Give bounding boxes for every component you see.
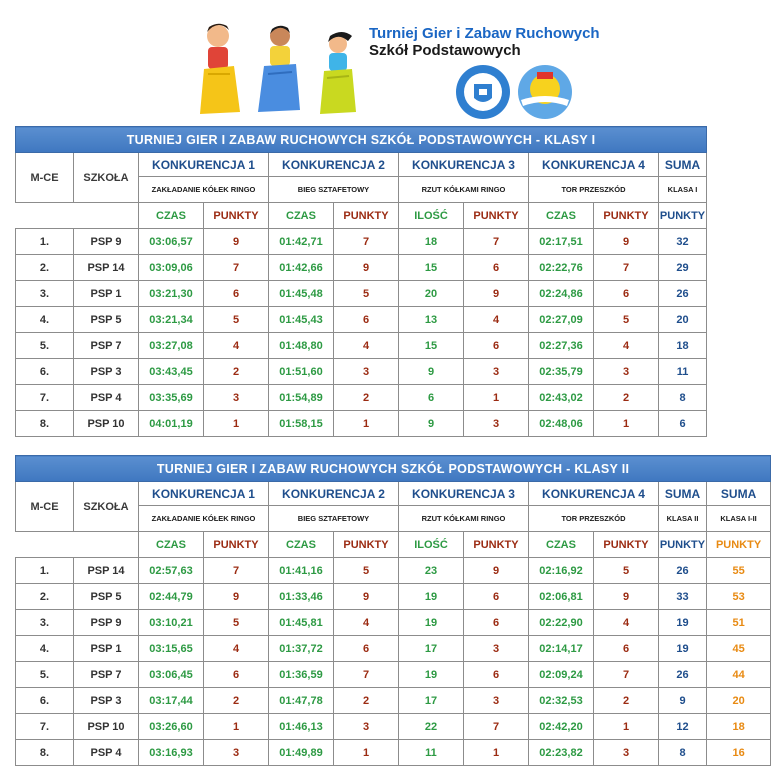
cell-sum-points: 9 [659, 688, 707, 714]
column-header-total-punkty: PUNKTY [707, 532, 771, 558]
column-header-czas: CZAS [139, 532, 204, 558]
column-header-punkty: PUNKTY [464, 203, 529, 229]
page-header [0, 0, 783, 122]
cell-place: 3. [16, 610, 74, 636]
cell-konk2-points: 7 [334, 229, 399, 255]
competition-4-header: KONKURENCJA 4 [529, 153, 659, 177]
cell-konk4-time: 02:09,24 [529, 662, 594, 688]
cell-school: PSP 10 [74, 714, 139, 740]
cell-konk1-points: 3 [204, 385, 269, 411]
cell-konk3-count: 9 [399, 411, 464, 437]
cell-konk3-count: 19 [399, 584, 464, 610]
city-crest-logo [456, 65, 510, 119]
sponsor-logos [455, 62, 575, 122]
table-row [16, 558, 771, 584]
sum-subtitle: KLASA II [659, 506, 707, 532]
column-header-punkty: PUNKTY [594, 532, 659, 558]
competition-3-header: KONKURENCJA 3 [399, 153, 529, 177]
cell-konk3-count: 20 [399, 281, 464, 307]
cell-konk2-time: 01:42,66 [269, 255, 334, 281]
cell-konk4-time: 02:32,53 [529, 688, 594, 714]
cell-total-points: 44 [707, 662, 771, 688]
competition-1-header: KONKURENCJA 1 [139, 482, 269, 506]
cell-konk2-points: 4 [334, 333, 399, 359]
competition-4-subtitle: TOR PRZESZKÓD [529, 177, 659, 203]
cell-sum-points: 8 [659, 740, 707, 766]
cell-place: 1. [16, 229, 74, 255]
cell-konk3-count: 23 [399, 558, 464, 584]
cell-school: PSP 7 [74, 662, 139, 688]
cell-konk1-points: 4 [204, 636, 269, 662]
cell-konk3-points: 6 [464, 584, 529, 610]
cell-konk4-time: 02:42,20 [529, 714, 594, 740]
cell-konk3-count: 9 [399, 359, 464, 385]
competition-2-subtitle: BIEG SZTAFETOWY [269, 177, 399, 203]
cell-konk4-points: 7 [594, 255, 659, 281]
cell-konk1-time: 02:44,79 [139, 584, 204, 610]
cell-konk3-points: 7 [464, 714, 529, 740]
cell-konk2-time: 01:47,78 [269, 688, 334, 714]
competition-1-subtitle: ZAKŁADANIE KÓŁEK RINGO [139, 506, 269, 532]
cell-konk1-points: 6 [204, 662, 269, 688]
cell-konk4-time: 02:24,86 [529, 281, 594, 307]
cell-school: PSP 7 [74, 333, 139, 359]
competition-4-subtitle: TOR PRZESZKÓD [529, 506, 659, 532]
cell-konk2-time: 01:42,71 [269, 229, 334, 255]
cell-konk2-points: 2 [334, 385, 399, 411]
cell-konk3-points: 3 [464, 411, 529, 437]
cell-sum-points: 26 [659, 662, 707, 688]
table-row [16, 281, 707, 307]
sum-total-header: SUMA [707, 482, 771, 506]
cell-konk1-points: 7 [204, 558, 269, 584]
cell-konk1-time: 03:10,21 [139, 610, 204, 636]
cell-total-points: 18 [707, 714, 771, 740]
column-header-czas: CZAS [269, 532, 334, 558]
cell-konk3-points: 6 [464, 610, 529, 636]
table-row [16, 688, 771, 714]
cell-school: PSP 1 [74, 281, 139, 307]
cell-konk4-points: 1 [594, 714, 659, 740]
cell-total-points: 53 [707, 584, 771, 610]
cell-school: PSP 4 [74, 740, 139, 766]
cell-school: PSP 10 [74, 411, 139, 437]
cell-konk4-time: 02:27,36 [529, 333, 594, 359]
cell-konk3-points: 9 [464, 281, 529, 307]
cell-place: 7. [16, 385, 74, 411]
cell-konk4-points: 9 [594, 229, 659, 255]
cell-konk2-time: 01:37,72 [269, 636, 334, 662]
cell-konk3-count: 15 [399, 333, 464, 359]
cell-konk2-points: 5 [334, 558, 399, 584]
cell-konk2-time: 01:46,13 [269, 714, 334, 740]
cell-konk2-points: 1 [334, 740, 399, 766]
cell-konk2-points: 4 [334, 610, 399, 636]
competition-3-subtitle: RZUT KÓŁKAMI RINGO [399, 506, 529, 532]
column-header-punkty: PUNKTY [204, 532, 269, 558]
cell-sum-points: 11 [659, 359, 707, 385]
cell-konk4-points: 6 [594, 281, 659, 307]
column-header-punkty: PUNKTY [464, 532, 529, 558]
cell-konk4-time: 02:23,82 [529, 740, 594, 766]
cell-konk3-points: 4 [464, 307, 529, 333]
cell-konk2-points: 2 [334, 688, 399, 714]
cell-konk4-time: 02:17,51 [529, 229, 594, 255]
cell-konk3-points: 3 [464, 688, 529, 714]
results-table-klasy-ii [15, 455, 771, 766]
cell-konk2-time: 01:54,89 [269, 385, 334, 411]
cell-konk3-points: 3 [464, 359, 529, 385]
cell-konk3-points: 1 [464, 740, 529, 766]
cell-konk2-points: 1 [334, 411, 399, 437]
cell-konk2-points: 9 [334, 584, 399, 610]
cell-place: 1. [16, 558, 74, 584]
cell-konk1-points: 4 [204, 333, 269, 359]
table-row [16, 610, 771, 636]
cell-konk4-points: 6 [594, 636, 659, 662]
cell-place: 8. [16, 411, 74, 437]
cell-total-points: 45 [707, 636, 771, 662]
competition-1-subtitle: ZAKŁADANIE KÓŁEK RINGO [139, 177, 269, 203]
competition-3-header: KONKURENCJA 3 [399, 482, 529, 506]
cell-school: PSP 4 [74, 385, 139, 411]
cell-konk3-count: 18 [399, 229, 464, 255]
cell-konk4-points: 4 [594, 610, 659, 636]
column-header-szkola: SZKOŁA [74, 482, 139, 532]
cell-school: PSP 5 [74, 584, 139, 610]
cell-konk4-points: 4 [594, 333, 659, 359]
cell-sum-points: 18 [659, 333, 707, 359]
cell-total-points: 51 [707, 610, 771, 636]
table-row [16, 359, 707, 385]
cell-konk1-points: 9 [204, 584, 269, 610]
competition-3-subtitle: RZUT KÓŁKAMI RINGO [399, 177, 529, 203]
column-header-punkty: PUNKTY [594, 203, 659, 229]
sum-total-subtitle: KLASA I-II [707, 506, 771, 532]
cell-konk1-points: 1 [204, 411, 269, 437]
sum-subtitle: KLASA I [659, 177, 707, 203]
cell-konk4-time: 02:16,92 [529, 558, 594, 584]
cell-sum-points: 8 [659, 385, 707, 411]
column-header-mce: M-CE [16, 482, 74, 532]
cell-konk4-time: 02:22,76 [529, 255, 594, 281]
table-body [16, 558, 771, 766]
cell-konk4-points: 7 [594, 662, 659, 688]
table-row [16, 255, 707, 281]
column-header-ilosc: ILOŚĆ [399, 203, 464, 229]
cell-sum-points: 29 [659, 255, 707, 281]
cell-konk2-time: 01:45,48 [269, 281, 334, 307]
table-row [16, 385, 707, 411]
cell-konk4-time: 02:48,06 [529, 411, 594, 437]
cell-konk4-points: 3 [594, 740, 659, 766]
cell-konk4-points: 5 [594, 307, 659, 333]
cell-place: 6. [16, 359, 74, 385]
cell-konk2-time: 01:36,59 [269, 662, 334, 688]
cell-konk4-time: 02:14,17 [529, 636, 594, 662]
cell-konk4-points: 3 [594, 359, 659, 385]
sum-header: SUMA [659, 153, 707, 177]
cell-place: 8. [16, 740, 74, 766]
cell-konk1-time: 03:21,30 [139, 281, 204, 307]
cell-sum-points: 32 [659, 229, 707, 255]
cell-school: PSP 3 [74, 359, 139, 385]
cell-konk1-time: 03:06,45 [139, 662, 204, 688]
column-header-szkola: SZKOŁA [74, 153, 139, 203]
cell-konk1-time: 03:43,45 [139, 359, 204, 385]
cell-school: PSP 9 [74, 229, 139, 255]
cell-school: PSP 9 [74, 610, 139, 636]
cell-konk3-count: 19 [399, 610, 464, 636]
column-header-sum-punkty: PUNKTY [659, 532, 707, 558]
cell-konk1-time: 03:06,57 [139, 229, 204, 255]
cell-school: PSP 14 [74, 255, 139, 281]
cell-sum-points: 20 [659, 307, 707, 333]
cell-sum-points: 26 [659, 558, 707, 584]
competition-2-subtitle: BIEG SZTAFETOWY [269, 506, 399, 532]
cell-konk1-time: 03:09,06 [139, 255, 204, 281]
cell-konk3-count: 11 [399, 740, 464, 766]
cell-sum-points: 33 [659, 584, 707, 610]
cell-school: PSP 3 [74, 688, 139, 714]
event-title-line2: Szkół Podstawowych [369, 42, 521, 59]
cell-konk1-points: 1 [204, 714, 269, 740]
cell-konk2-time: 01:49,89 [269, 740, 334, 766]
event-title-line1: Turniej Gier i Zabaw Ruchowych [369, 25, 600, 42]
cell-konk2-time: 01:45,81 [269, 610, 334, 636]
table-banner: TURNIEJ GIER I ZABAW RUCHOWYCH SZKÓŁ PODSTAWOWYCH - KLASY I [16, 127, 707, 153]
cell-konk1-points: 6 [204, 281, 269, 307]
cell-konk2-points: 6 [334, 636, 399, 662]
cell-konk4-time: 02:35,79 [529, 359, 594, 385]
column-header-punkty: PUNKTY [204, 203, 269, 229]
table-row [16, 636, 771, 662]
cell-konk3-count: 13 [399, 307, 464, 333]
table-row [16, 333, 707, 359]
cell-place: 7. [16, 714, 74, 740]
cell-place: 5. [16, 333, 74, 359]
cell-konk1-points: 5 [204, 307, 269, 333]
cell-konk4-points: 9 [594, 584, 659, 610]
cell-school: PSP 14 [74, 558, 139, 584]
table-row [16, 740, 771, 766]
cell-konk1-time: 03:26,60 [139, 714, 204, 740]
cell-konk2-time: 01:58,15 [269, 411, 334, 437]
cell-konk1-points: 2 [204, 359, 269, 385]
cell-konk3-points: 7 [464, 229, 529, 255]
cell-konk4-time: 02:06,81 [529, 584, 594, 610]
cell-konk1-time: 03:27,08 [139, 333, 204, 359]
cell-school: PSP 1 [74, 636, 139, 662]
cell-konk3-count: 6 [399, 385, 464, 411]
table-row [16, 662, 771, 688]
cell-konk1-time: 03:15,65 [139, 636, 204, 662]
cell-konk2-points: 7 [334, 662, 399, 688]
table-row [16, 411, 707, 437]
cell-konk3-points: 6 [464, 255, 529, 281]
column-header-sum-punkty: PUNKTY [659, 203, 707, 229]
cell-sum-points: 19 [659, 636, 707, 662]
cell-total-points: 55 [707, 558, 771, 584]
cell-konk3-points: 3 [464, 636, 529, 662]
column-header-czas: CZAS [269, 203, 334, 229]
cell-konk2-time: 01:45,43 [269, 307, 334, 333]
cell-konk3-points: 6 [464, 333, 529, 359]
cell-konk2-points: 3 [334, 714, 399, 740]
column-header-czas: CZAS [139, 203, 204, 229]
cell-konk4-points: 2 [594, 688, 659, 714]
cell-konk2-points: 5 [334, 281, 399, 307]
cell-place: 6. [16, 688, 74, 714]
table-body [16, 229, 707, 437]
blank-cell [16, 532, 74, 558]
cell-konk3-count: 15 [399, 255, 464, 281]
blank-cell [16, 203, 74, 229]
cell-konk1-time: 03:17,44 [139, 688, 204, 714]
cell-konk2-points: 6 [334, 307, 399, 333]
cell-place: 2. [16, 255, 74, 281]
cell-konk4-time: 02:27,09 [529, 307, 594, 333]
results-table-klasy-i [15, 126, 707, 437]
column-header-ilosc: ILOŚĆ [399, 532, 464, 558]
cell-konk4-points: 5 [594, 558, 659, 584]
cell-konk1-time: 03:21,34 [139, 307, 204, 333]
competition-2-header: KONKURENCJA 2 [269, 482, 399, 506]
cell-konk1-points: 7 [204, 255, 269, 281]
competition-1-header: KONKURENCJA 1 [139, 153, 269, 177]
cell-konk3-points: 9 [464, 558, 529, 584]
column-header-czas: CZAS [529, 203, 594, 229]
cell-konk2-points: 9 [334, 255, 399, 281]
column-header-mce: M-CE [16, 153, 74, 203]
cell-total-points: 20 [707, 688, 771, 714]
table-banner: TURNIEJ GIER I ZABAW RUCHOWYCH SZKÓŁ PODSTAWOWYCH - KLASY II [16, 456, 771, 482]
cell-konk1-points: 3 [204, 740, 269, 766]
cell-konk4-points: 1 [594, 411, 659, 437]
sum-header: SUMA [659, 482, 707, 506]
table-row [16, 229, 707, 255]
blank-cell [74, 203, 139, 229]
competition-2-header: KONKURENCJA 2 [269, 153, 399, 177]
cell-konk1-points: 5 [204, 610, 269, 636]
cell-konk1-points: 9 [204, 229, 269, 255]
cell-konk1-points: 2 [204, 688, 269, 714]
cell-place: 5. [16, 662, 74, 688]
cell-sum-points: 12 [659, 714, 707, 740]
cell-konk2-points: 3 [334, 359, 399, 385]
table-row [16, 584, 771, 610]
cell-konk4-points: 2 [594, 385, 659, 411]
cell-konk4-time: 02:43,02 [529, 385, 594, 411]
blank-cell [74, 532, 139, 558]
cell-konk3-count: 22 [399, 714, 464, 740]
competition-4-header: KONKURENCJA 4 [529, 482, 659, 506]
mosir-logo [518, 65, 572, 119]
cell-place: 3. [16, 281, 74, 307]
cell-school: PSP 5 [74, 307, 139, 333]
cell-sum-points: 6 [659, 411, 707, 437]
table-row [16, 714, 771, 740]
column-header-punkty: PUNKTY [334, 532, 399, 558]
cell-konk3-count: 17 [399, 636, 464, 662]
cell-konk2-time: 01:33,46 [269, 584, 334, 610]
cell-konk3-count: 17 [399, 688, 464, 714]
children-sack-race-illustration [196, 14, 366, 119]
cell-konk4-time: 02:22,90 [529, 610, 594, 636]
column-header-czas: CZAS [529, 532, 594, 558]
cell-place: 4. [16, 636, 74, 662]
cell-place: 2. [16, 584, 74, 610]
cell-sum-points: 26 [659, 281, 707, 307]
cell-place: 4. [16, 307, 74, 333]
table-row [16, 307, 707, 333]
cell-konk2-time: 01:41,16 [269, 558, 334, 584]
event-title [369, 25, 600, 59]
cell-sum-points: 19 [659, 610, 707, 636]
cell-konk2-time: 01:48,80 [269, 333, 334, 359]
cell-konk1-time: 03:16,93 [139, 740, 204, 766]
cell-konk2-time: 01:51,60 [269, 359, 334, 385]
cell-konk3-count: 19 [399, 662, 464, 688]
column-header-punkty: PUNKTY [334, 203, 399, 229]
cell-konk3-points: 1 [464, 385, 529, 411]
cell-konk3-points: 6 [464, 662, 529, 688]
cell-konk1-time: 02:57,63 [139, 558, 204, 584]
cell-konk1-time: 03:35,69 [139, 385, 204, 411]
cell-konk1-time: 04:01,19 [139, 411, 204, 437]
cell-total-points: 16 [707, 740, 771, 766]
